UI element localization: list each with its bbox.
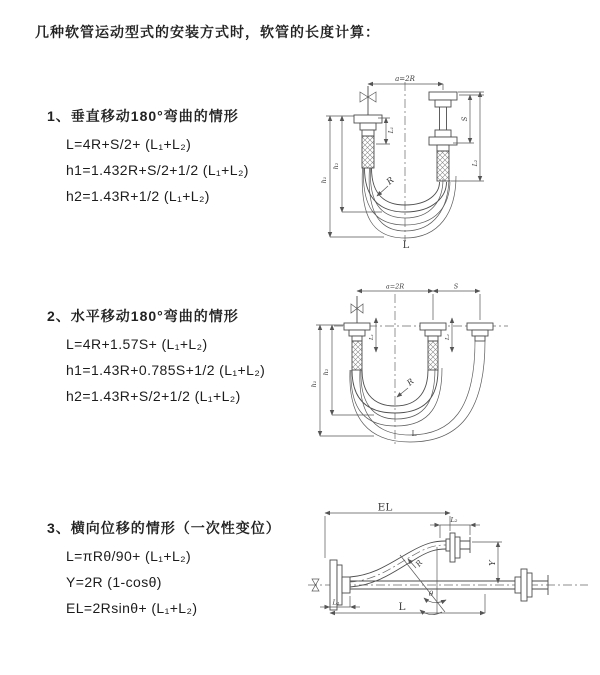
dim-label-l1: L₁ bbox=[388, 126, 395, 134]
dim-label-stroke: S bbox=[461, 116, 469, 122]
dim-label-h1: h₁ bbox=[310, 380, 318, 388]
dim-label-radius: R bbox=[413, 558, 425, 569]
valve-icon bbox=[351, 296, 363, 323]
lateral-offset-diagram bbox=[300, 500, 600, 660]
braid-section bbox=[428, 341, 438, 370]
section-1-formula-L: L=4R+S/2+ (L₁+L₂) bbox=[66, 136, 192, 152]
dim-label-theta: θ bbox=[428, 590, 434, 598]
left-fitting bbox=[344, 323, 370, 370]
dimension-stroke bbox=[433, 283, 480, 321]
section-1-formula-h2: h2=1.43R+1/2 (L₁+L₂) bbox=[66, 188, 210, 204]
dimension-h1 bbox=[310, 325, 374, 436]
section-1 bbox=[47, 106, 249, 204]
braid-section bbox=[437, 151, 449, 181]
page-title: 几种软管运动型式的安装方式时，软管的长度计算： bbox=[35, 24, 380, 40]
offset-hose bbox=[350, 541, 446, 587]
hose-curves bbox=[350, 341, 485, 442]
dimension-span bbox=[357, 283, 433, 292]
dim-label-span: a=2R bbox=[385, 282, 405, 291]
section-2-formula-h2: h2=1.43R+S/2+1/2 (L₁+L₂) bbox=[66, 388, 241, 404]
section-2-formula-h1: h1=1.43R+0.785S+1/2 (L₁+L₂) bbox=[66, 362, 266, 378]
dimension-y bbox=[472, 542, 502, 583]
radius-annotation bbox=[397, 377, 416, 397]
radius-annotation bbox=[408, 558, 425, 569]
right-fitting bbox=[515, 569, 548, 601]
dimension-span bbox=[368, 75, 443, 90]
section-2 bbox=[47, 306, 265, 404]
left-fitting bbox=[312, 560, 350, 610]
radius-annotation bbox=[377, 175, 397, 196]
dim-label-h1: h₁ bbox=[320, 176, 328, 184]
dim-label-l2: L₂ bbox=[450, 516, 458, 524]
section-2-formula-L: L=4R+1.57S+ (L₁+L₂) bbox=[66, 336, 208, 352]
middle-fitting bbox=[420, 323, 446, 370]
section-3-heading: 3、横向位移的情形（一次性变位） bbox=[47, 520, 281, 536]
section-2-heading: 2、水平移动180°弯曲的情形 bbox=[47, 308, 239, 324]
section-3 bbox=[47, 518, 281, 616]
top-fitting bbox=[446, 533, 470, 562]
dim-label-l1: L₁ bbox=[332, 598, 340, 607]
valve-icon bbox=[360, 86, 376, 115]
dim-label-length: L bbox=[398, 601, 406, 613]
dimension-el bbox=[325, 502, 450, 559]
right-fitting bbox=[467, 323, 493, 341]
left-fitting bbox=[354, 115, 382, 168]
dim-label-length: L bbox=[411, 429, 417, 438]
dim-label-l2: L₂ bbox=[445, 334, 451, 340]
dim-label-l1: L₁ bbox=[369, 334, 375, 340]
right-fitting bbox=[429, 92, 457, 181]
dim-label-radius: R bbox=[405, 376, 416, 388]
section-1-formula-h1: h1=1.432R+S/2+1/2 (L₁+L₂) bbox=[66, 162, 249, 178]
dimension-l2 bbox=[451, 92, 484, 181]
vertical-180-bend-diagram bbox=[310, 70, 600, 260]
braid-section bbox=[352, 341, 362, 370]
section-3-formula-L: L=πRθ/90+ (L₁+L₂) bbox=[66, 548, 192, 564]
section-3-formula-EL: EL=2Rsinθ+ (L₁+L₂) bbox=[66, 600, 198, 616]
dim-label-el: EL bbox=[377, 501, 393, 514]
dim-label-stroke: S bbox=[453, 282, 459, 291]
dim-label-span: a=2R bbox=[395, 75, 415, 83]
section-1-heading: 1、垂直移动180°弯曲的情形 bbox=[47, 108, 239, 124]
dimension-stroke bbox=[453, 95, 484, 143]
dim-label-l2: L₂ bbox=[472, 159, 479, 167]
section-3-formula-Y: Y=2R (1-cosθ) bbox=[66, 574, 162, 590]
horizontal-180-bend-diagram bbox=[308, 282, 600, 457]
dim-label-h2: h₂ bbox=[322, 368, 330, 376]
dim-label-y: Y bbox=[488, 560, 498, 566]
dim-label-h2: h₂ bbox=[332, 162, 340, 170]
dim-label-radius: R bbox=[385, 175, 397, 188]
braid-section bbox=[362, 136, 374, 168]
dimension-length bbox=[330, 594, 485, 613]
dim-label-length: L bbox=[402, 240, 410, 251]
